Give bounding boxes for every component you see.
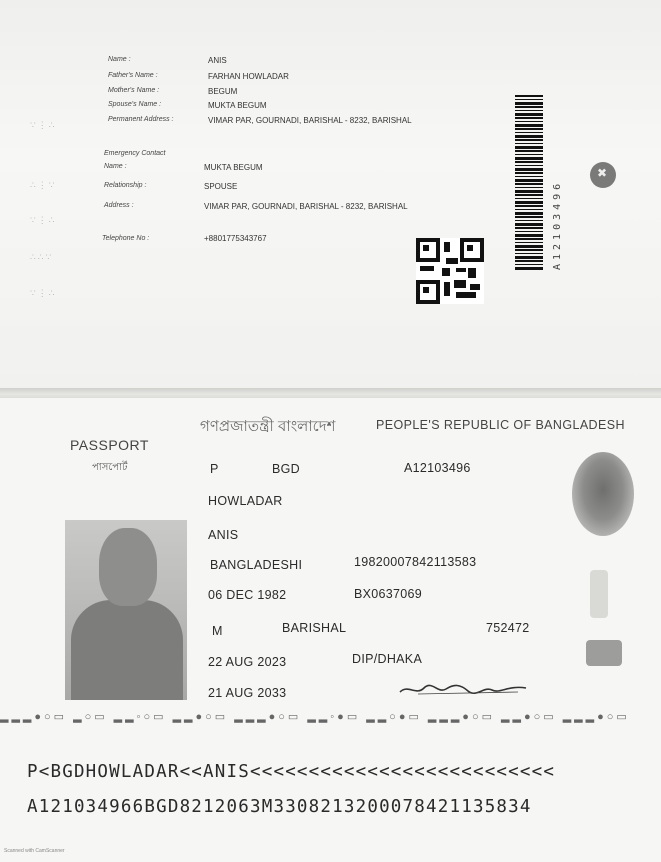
emergency-relationship-value: SPOUSE <box>204 182 238 191</box>
issuing-authority: DIP/DHAKA <box>352 652 423 666</box>
security-dots: ∵⋮∴ <box>30 215 57 225</box>
security-pattern-strip: ▂▂▂●○▭ ▂○▭ ▂▂◦○▭ ▂▂●○▭ ▂▂▂●○▭ ▂▂◦●▭ ▂▂○●▭ ▂▂▂●○▭ ▂▂●○▭ ▂▂▂●○▭ <box>0 711 630 723</box>
passport-label-bengali: পাসপোর্ট <box>92 462 128 473</box>
previous-passport-number: BX0637069 <box>354 587 423 601</box>
field-label-name: Name : <box>108 56 131 63</box>
given-name: ANIS <box>208 528 239 542</box>
emergency-address-value: VIMAR PAR, GOURNADI, BARISHAL - 8232, BARISHAL <box>204 202 408 211</box>
date-of-expiry: 21 AUG 2033 <box>208 686 287 700</box>
field-value-spouse: MUKTA BEGUM <box>208 101 267 110</box>
qr-code-icon <box>416 238 484 304</box>
surname: HOWLADAR <box>208 494 283 508</box>
holder-signature <box>398 680 528 698</box>
barcode <box>515 95 543 270</box>
security-dots: ∴∴∵ <box>30 252 54 262</box>
holder-photo <box>65 520 187 700</box>
field-value-father: FARHAN HOWLADAR <box>208 72 289 81</box>
emergency-name-label: Name : <box>104 163 127 170</box>
extra-number: 752472 <box>486 621 530 635</box>
field-label-address: Permanent Address : <box>108 116 174 123</box>
personal-number: 19820007842113583 <box>354 555 477 569</box>
date-of-issue: 22 AUG 2023 <box>208 655 287 669</box>
field-value-name: ANIS <box>208 56 227 65</box>
mrz-line-2: A121034966BGD8212063M3308213200078421135834 <box>27 797 532 817</box>
passport-label: PASSPORT <box>70 437 149 453</box>
security-dots: ∵⋮∴ <box>30 120 57 130</box>
security-dots: ∵⋮∴ <box>30 288 57 298</box>
country-code: BGD <box>272 462 300 476</box>
field-value-mother: BEGUM <box>208 87 238 96</box>
security-hologram <box>590 570 608 618</box>
field-label-spouse: Spouse's Name : <box>108 101 162 108</box>
security-dots: ∴⋮∵ <box>30 180 57 190</box>
ghost-image <box>572 452 634 536</box>
nationality: BANGLADESHI <box>210 558 303 572</box>
country-name-bengali: গণপ্রজাতন্ত্রী বাংলাদেশ <box>200 418 336 435</box>
security-hologram <box>586 640 622 666</box>
field-value-address: VIMAR PAR, GOURNADI, BARISHAL - 8232, BARISHAL <box>208 116 412 125</box>
sex: M <box>212 624 223 638</box>
passport-number: A12103496 <box>404 461 471 475</box>
scanner-watermark: Scanned with CamScanner <box>4 848 65 854</box>
emergency-relationship-label: Relationship : <box>104 182 147 189</box>
emergency-contact-heading: Emergency Contact <box>104 150 166 157</box>
date-of-birth: 06 DEC 1982 <box>208 588 287 602</box>
passport-type: P <box>210 462 219 476</box>
country-name-english: PEOPLE'S REPUBLIC OF BANGLADESH <box>376 418 625 432</box>
field-label-mother: Mother's Name : <box>108 87 160 94</box>
emergency-telephone-label: Telephone No : <box>102 235 150 242</box>
place-of-birth: BARISHAL <box>282 621 347 635</box>
field-label-father: Father's Name : <box>108 72 158 79</box>
seal-icon <box>590 162 616 188</box>
emergency-telephone-value: +8801775343767 <box>204 234 267 243</box>
barcode-text: A12103496 <box>552 179 563 270</box>
emergency-name-value: MUKTA BEGUM <box>204 163 263 172</box>
page-fold <box>0 388 661 398</box>
mrz-line-1: P<BGDHOWLADAR<<ANIS<<<<<<<<<<<<<<<<<<<<<<<<<< <box>27 762 556 782</box>
emergency-address-label: Address : <box>104 202 134 209</box>
